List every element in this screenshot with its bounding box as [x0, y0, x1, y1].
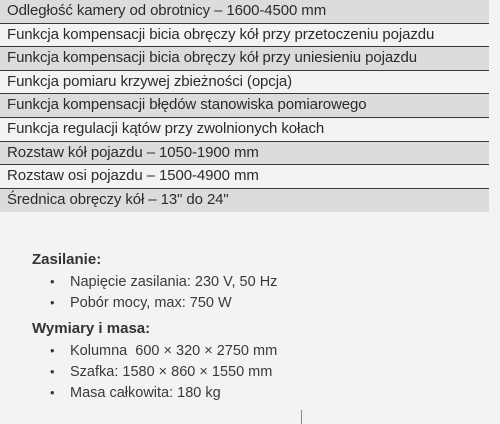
- power-section: [32, 251, 277, 313]
- bullet-icon: •: [50, 343, 55, 358]
- power-voltage-text: Napięcie zasilania: 230 V, 50 Hz: [70, 274, 278, 290]
- power-consumption-text: Pobór mocy, max: 750 W: [70, 295, 232, 311]
- bullet-icon: •: [50, 295, 55, 310]
- spec-row-runout-rolling: Funkcja kompensacji bicia obręczy kół przy przetoczeniu pojazdu: [0, 24, 489, 48]
- power-section-title: Zasilanie:: [32, 251, 102, 268]
- list-item: [50, 340, 277, 361]
- bullet-icon: •: [50, 274, 55, 289]
- spec-row-wheelbase: Rozstaw osi pojazdu – 1500-4900 mm: [0, 165, 489, 189]
- bullet-icon: •: [50, 364, 55, 379]
- spec-row-runout-lifted: Funkcja kompensacji bicia obręczy kół przy uniesieniu pojazdu: [0, 47, 489, 71]
- column-dimensions-text: Kolumna 600 × 320 × 2750 mm: [70, 343, 278, 359]
- bullet-icon: •: [50, 385, 55, 400]
- list-item: [50, 382, 277, 403]
- total-mass-text: Masa całkowita: 180 kg: [70, 385, 221, 401]
- spec-table: [0, 0, 489, 212]
- dimensions-section: [32, 320, 277, 403]
- cabinet-dimensions-text: Szafka: 1580 × 860 × 1550 mm: [70, 364, 273, 380]
- spec-row-rim-diameter: Średnica obręczy kół – 13" do 24": [0, 189, 489, 213]
- spec-row-released-wheels: Funkcja regulacji kątów przy zwolnionych kołach: [0, 118, 489, 142]
- list-item: [50, 271, 277, 292]
- dimensions-list: [32, 340, 277, 403]
- spec-row-toe-curve: Funkcja pomiaru krzywej zbieżności (opcja): [0, 71, 489, 95]
- list-item: [50, 292, 277, 313]
- spec-row-camera-distance: Odległość kamery od obrotnicy – 1600-4500 mm: [0, 0, 489, 24]
- power-list: [32, 271, 277, 313]
- spec-row-rack-compensation: Funkcja kompensacji błędów stanowiska pomiarowego: [0, 94, 489, 118]
- dimensions-section-title: Wymiary i masa:: [32, 320, 151, 337]
- spec-row-track-width: Rozstaw kół pojazdu – 1050-1900 mm: [0, 142, 489, 166]
- column-divider: [301, 410, 302, 424]
- list-item: [50, 361, 277, 382]
